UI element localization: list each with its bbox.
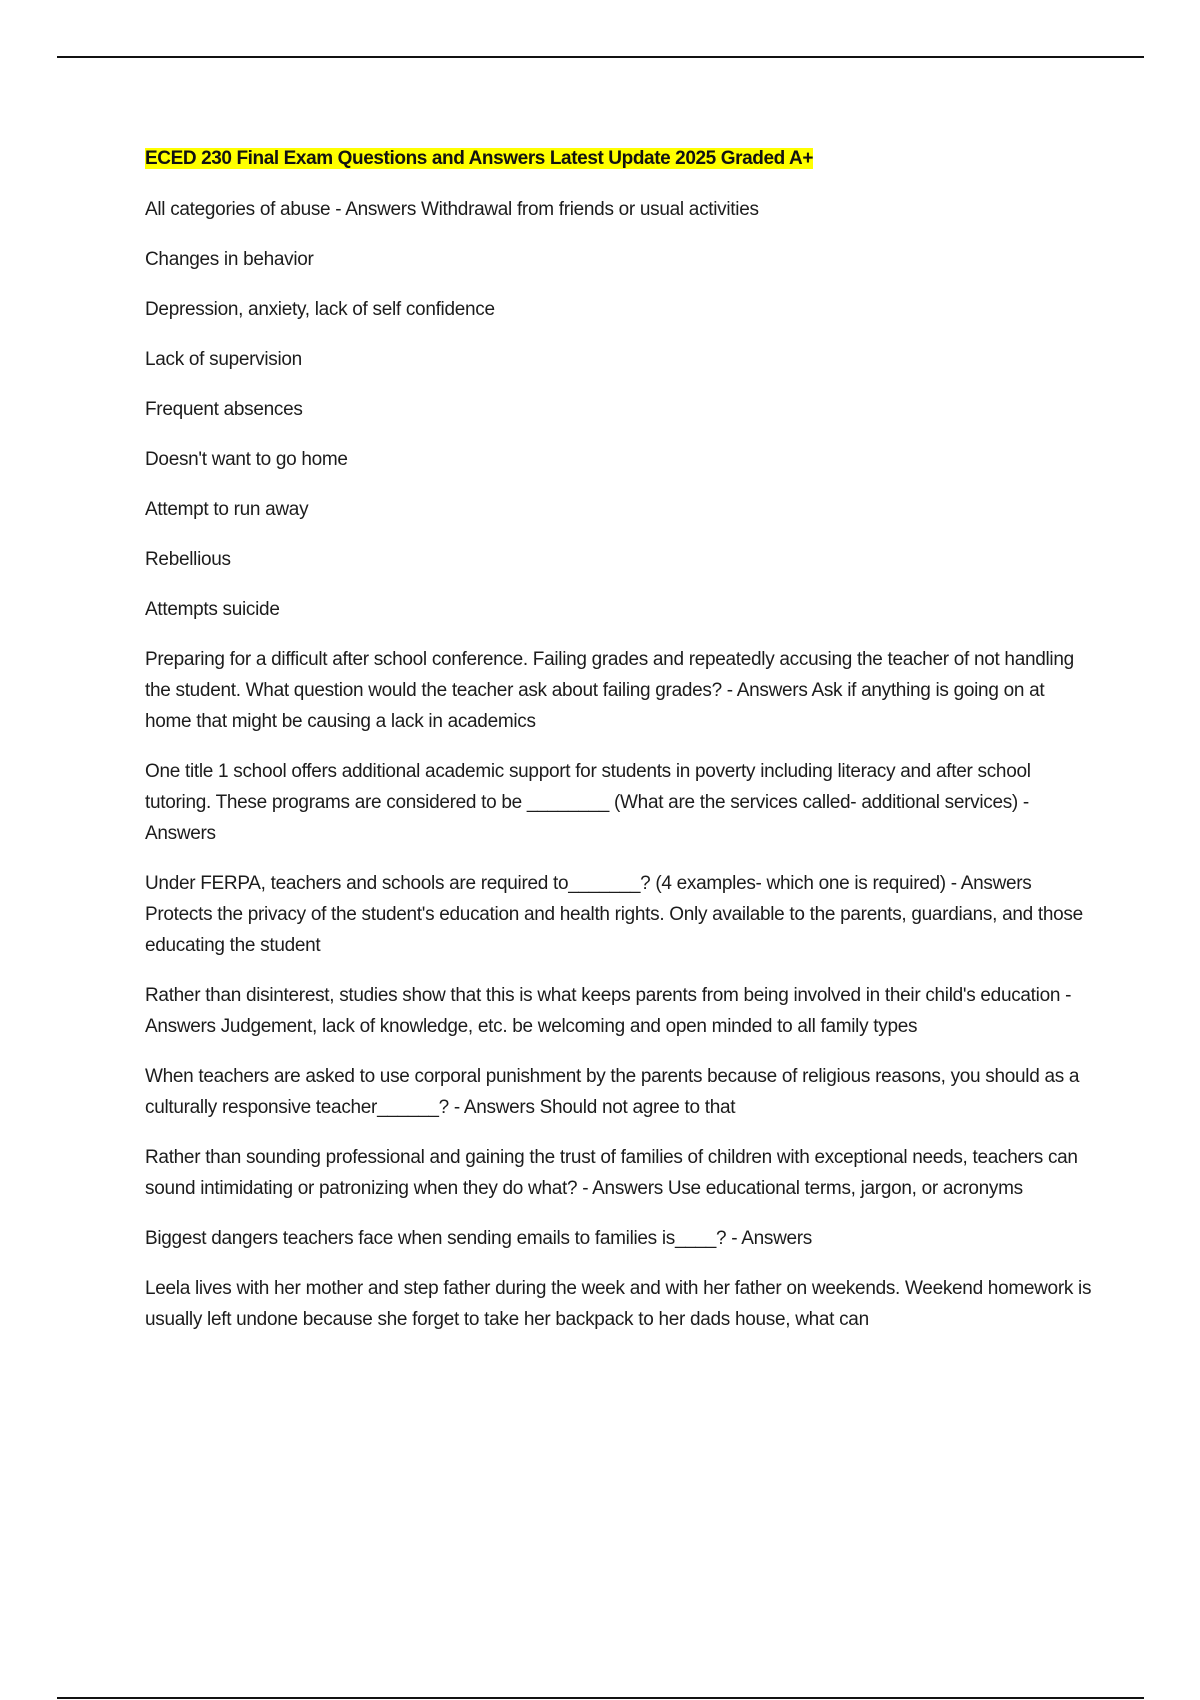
paragraph-12: Under FERPA, teachers and schools are required to_______? (4 examples- which one is required) - Answers Protects the privacy of the student's education and health rights. Only available to the parents, guardians, and those educating the student — [145, 873, 1083, 956]
paragraph-6: Doesn't want to go home — [145, 449, 348, 470]
paragraph-2: Changes in behavior — [145, 249, 314, 270]
footer-rule — [57, 1697, 1144, 1699]
header-rule — [57, 56, 1144, 58]
paragraph-8: Rebellious — [145, 549, 231, 570]
paragraph-17: Leela lives with her mother and step father during the week and with her father on weekends. Weekend homework is usually left undone because she forget to take her backpack to her dads house, what can — [145, 1278, 1092, 1330]
document-body — [145, 143, 1095, 1354]
paragraph-1: All categories of abuse - Answers Withdrawal from friends or usual activities — [145, 199, 759, 220]
paragraph-15: Rather than sounding professional and gaining the trust of families of children with exceptional needs, teachers can sound intimidating or patronizing when they do what? - Answers Use educational terms, jargon, or acronyms — [145, 1147, 1078, 1199]
paragraph-3: Depression, anxiety, lack of self confidence — [145, 299, 495, 320]
paragraph-9: Attempts suicide — [145, 599, 280, 620]
paragraph-14: When teachers are asked to use corporal punishment by the parents because of religious reasons, you should as a culturally responsive teacher______? - Answers Should not agree to that — [145, 1066, 1080, 1118]
title-block — [145, 143, 1095, 175]
paragraph-16: Biggest dangers teachers face when sending emails to families is____? - Answers — [145, 1228, 813, 1249]
paragraph-5: Frequent absences — [145, 399, 303, 420]
paragraph-4: Lack of supervision — [145, 349, 302, 370]
paragraph-10: Preparing for a difficult after school conference. Failing grades and repeatedly accusing the teacher of not handling the student. What question would the teacher ask about failing grades? - Answers Ask if anything is going on at home that might be causing a lack in academics — [145, 649, 1074, 732]
paragraph-7: Attempt to run away — [145, 499, 309, 520]
paragraph-11: One title 1 school offers additional academic support for students in poverty including literacy and after school tutoring. These programs are considered to be ________ (What are the services called- additional services) - Answers — [145, 761, 1031, 844]
paragraph-13: Rather than disinterest, studies show that this is what keeps parents from being involved in their child's education - Answers Judgement, lack of knowledge, etc. be welcoming and open minded to all family types — [145, 985, 1072, 1037]
document-title: ECED 230 Final Exam Questions and Answers Latest Update 2025 Graded A+ — [145, 148, 814, 169]
